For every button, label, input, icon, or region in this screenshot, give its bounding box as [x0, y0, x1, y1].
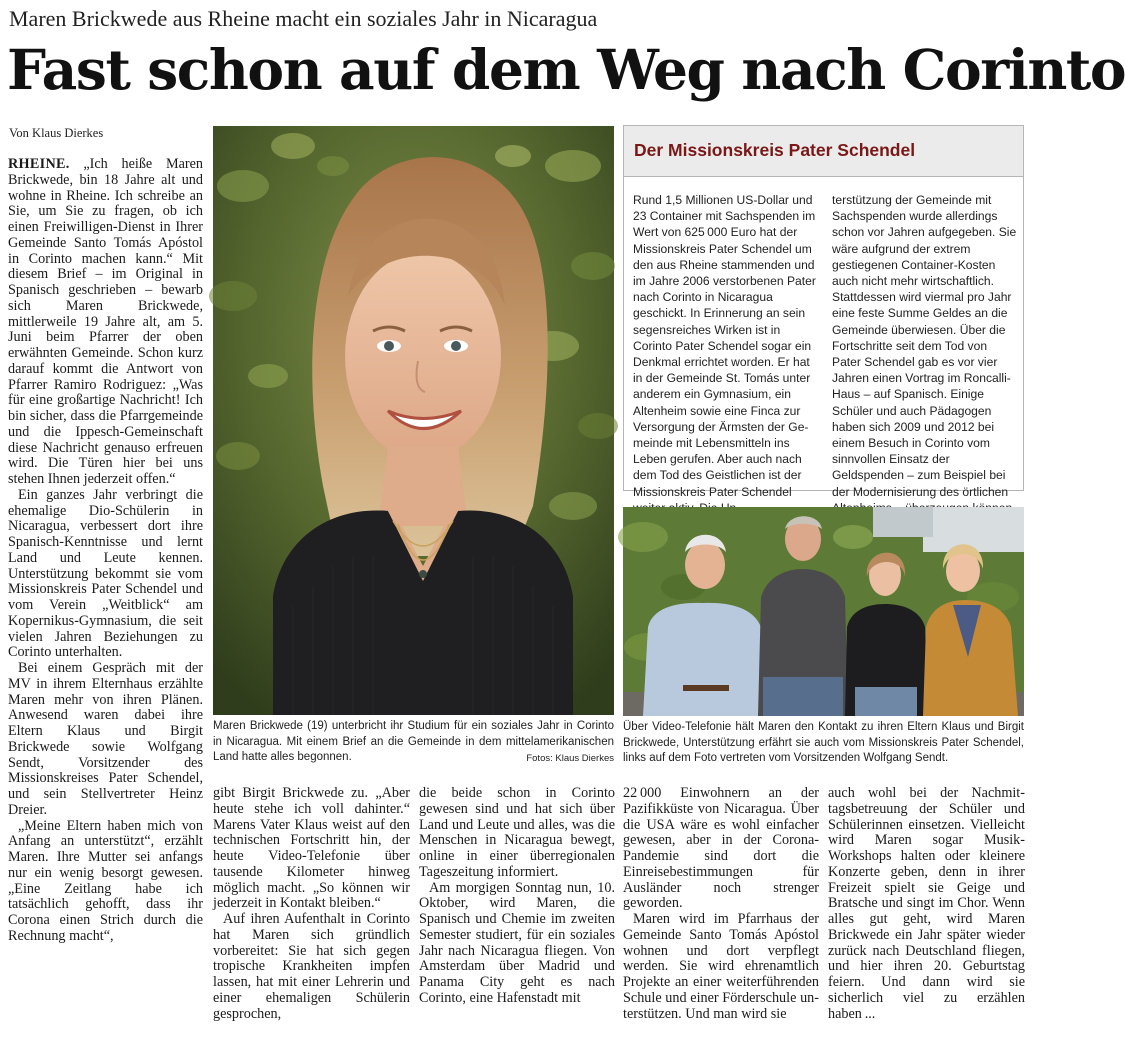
infobox-column-2: terstützung der Gemeinde mit Sachspenden wurde allerdings schon vor Jahren aufgegeben. Sie wäre aufgrund der extrem gestiegenen Container-Kosten auch nicht mehr wirtschaftlich. Stattdessen wird viermal pro Jahr eine feste Summe Geldes an die Gemeinde überwiesen. Über die Fortschritte seit dem Tod von Pater Schendel gab es vor vier Jahren einen Vortrag im Roncalli-Haus – auf Spanisch. Einige Schüler und auch Pädagogen haben sich 2009 und 2012 bei einem Besuch in Corinto vom sinnvollen Einsatz der Geldspenden – zum Beispiel bei der Modernisierung des örtlichen [832, 193, 1017, 499]
article-paragraph: Ein ganzes Jahr verbringt die ehemalige Dio-Schülerin in Nicaragua, verbessert dort ihre Spanisch-Kenntnisse und lernt Land und Leute kennen. Unterstützung bekommt sie vom Missionskreis Pater Schendel und vom Verein „Weitblick“ am Kopernikus-Gymnasium, die seit vielen Jahren Beziehungen zu Corinto unterhalten. [8, 486, 203, 661]
article-paragraph-text: „Ich heiße Maren Brickwede, bin 18 Jahre alt und wohne in Rheine. Ich schreibe an Sie, um Sie zu fragen, ob ich einen Freiwilligen-Dienst in Ihrer Gemeinde Santo Tomás Apóstol in Corinto machen kann.“ Mit diesem Brief – im Original in Spanisch geschrieben – bewarb sich Maren Brickwede, mittlerweile 19 Jahre alt, am 5. Juni beim Pfarrer der oben erwähnten Gemeinde. Schon kurz darauf kommt die Antwort von Pfarrer Ramiro Rodriguez: „Was für eine großartige Nachricht! Ich bin sicher, dass die Pfarrgemeinde und die Ippesch-Gemeinschaft diese Nachricht genauso erfreuen wird. Die Türen hier bei uns stehen Ihnen jederzeit offen.“ [8, 156, 203, 487]
main-photo-portrait [213, 126, 614, 715]
infobox-body [633, 192, 1017, 499]
article-kicker: Maren Brickwede aus Rheine macht ein soziales Jahr in Nicaragua [9, 6, 598, 31]
infobox-title: Der Missionskreis Pater Schendel [624, 126, 1023, 177]
article-paragraph [8, 157, 203, 488]
main-photo-caption [213, 719, 614, 767]
article-paragraph: Bei einem Gespräch mit der MV in ihrem Elternhaus erzählte Maren mehr von ihren Plänen. Anwesend waren dabei ihre Eltern Klaus und Birgit Brickwede sowie Wolfgang Sendt, Vorsitzender des Missionskreises Pater Schendel, und sein Stellvertreter Heinz Dreier. [8, 660, 203, 818]
article-paragraph: 22 000 Einwohnern an der Pazifikküste von Nicaragua. Über die USA wäre es wohl einfacher gewesen, aber in der Corona-Pandemie sind dort die Einreisebestimmungen für Ausländer noch strenger geworden. [623, 785, 819, 912]
article-dateline: RHEINE. [8, 156, 70, 172]
article-headline: Fast schon auf dem Weg nach Corinto [7, 37, 1125, 102]
article-column-2 [213, 786, 410, 1054]
article-paragraph: Auf ihren Aufenthalt in Corinto hat Maren sich gründlich vorbereitet: Sie hat sich gegen tropische Krankheiten impfen lassen, hat mit einer Lehrerin und einer ehemaligen Schülerin gesprochen, [213, 911, 410, 1022]
infobox-missionskreis [623, 125, 1024, 499]
article-paragraph: „Meine Eltern haben mich von Anfang an unterstützt“, erzählt Maren. Ihre Mutter sei anfangs nur ein wenig besorgt gewesen. „Eine Zeitlang habe ich tatsächlich gehofft, dass ihr Corona einen Strich durch die Rechnung macht“, [8, 817, 203, 944]
article-paragraph: auch wohl bei der Nachmittagsbetreuung der Schüler und Schülerinnen einsetzen. Vielleicht wird Maren sogar Musik-Workshops halten oder kleinere Konzerte geben, denn in ihrer Freizeit spielt sie Geige und Bratsche und singt im Chor. Wenn alles gut geht, wird Maren Brickwede ein Jahr später wieder zurück nach Deutschland fliegen, und hier ihren 20. Geburtstag feiern. Und dann wird sie sicherlich viel zu erzählen haben ... [828, 785, 1025, 1022]
article-column-4 [623, 786, 819, 1054]
group-photo [623, 507, 1024, 716]
article-paragraph: Am morgigen Sonntag nun, 10. Oktober, wird Maren, die Spanisch und Chemie im zweiten Semester studiert, für ein soziales Jahr nach Nicaragua fliegen. Von Amsterdam über Madrid und Panama City geht es nach Corinto, eine Hafenstadt mit [419, 879, 615, 1006]
article-column-3 [419, 786, 615, 1054]
photo-credit: Fotos: Klaus Dierkes [526, 753, 614, 764]
article-byline: Von Klaus Dierkes [9, 126, 104, 140]
article-paragraph: Maren wird im Pfarrhaus der Gemeinde Santo Tomás Apóstol wohnen und dort verpflegt werden. Sie wird ehrenamtlich Projekte an einer weiterführenden Schule und einer Förderschule unterstützen. Und man wird sie [623, 911, 819, 1022]
infobox-column-1: Rund 1,5 Millionen US-Dollar und 23 Container mit Sachspenden im Wert von 625 000 Euro hat der Missionskreis Pater Schendel um den aus Rheine stammenden und im Jahre 2006 verstorbenen Pater nach Corinto in Nicaragua geschickt. In Erinnerung an sein segensreiches Wirken ist in Corinto Pater Schendel sogar ein Denkmal errichtet worden. Er hat in der Gemeinde St. Tomás unter anderem ein Gymnasium, ein Altenheim sowie eine Finca zur Versorgung der Ärmsten der Gemeinde mit Lebensmitteln ins Leben gerufen. Aber auch nach dem Tod des Geistlichen ist der Missionskreis Pater Schendel [633, 193, 816, 499]
article-paragraph: die beide schon in Corinto gewesen sind und hat sich über Land und Leute und alles, was die Menschen in Nicaragua bewegt, online in einer überregionalen Tageszeitung informiert. [419, 785, 615, 880]
article-column-1 [8, 157, 203, 1054]
article-paragraph: gibt Birgit Brickwede zu. „Aber heute stehe ich voll dahinter.“ Marens Vater Klaus weist auf den technischen Fortschritt hin, der heute Video-Telefonie über tausende Kilometer hinweg möglich macht. „So können wir jederzeit in Kontakt bleiben.“ [213, 785, 410, 912]
article-column-5 [828, 786, 1025, 1054]
main-photo-caption-text: Maren Brickwede (19) unterbricht ihr Studium für ein soziales Jahr in Corinto in Nicaragua. Mit einem Brief an die Gemeinde in dem mittelamerikanischen Land hatte alles begonnen. [213, 720, 614, 763]
group-photo-caption: Über Video-Telefonie hält Maren den Kontakt zu ihren Eltern Klaus und Birgit Brickwede, Unterstützung erfährt sie auch vom Missionskreis Pater Schendel, links auf dem Foto vertreten vom Vorsitzenden Wolfgang Sendt. [623, 721, 1024, 764]
